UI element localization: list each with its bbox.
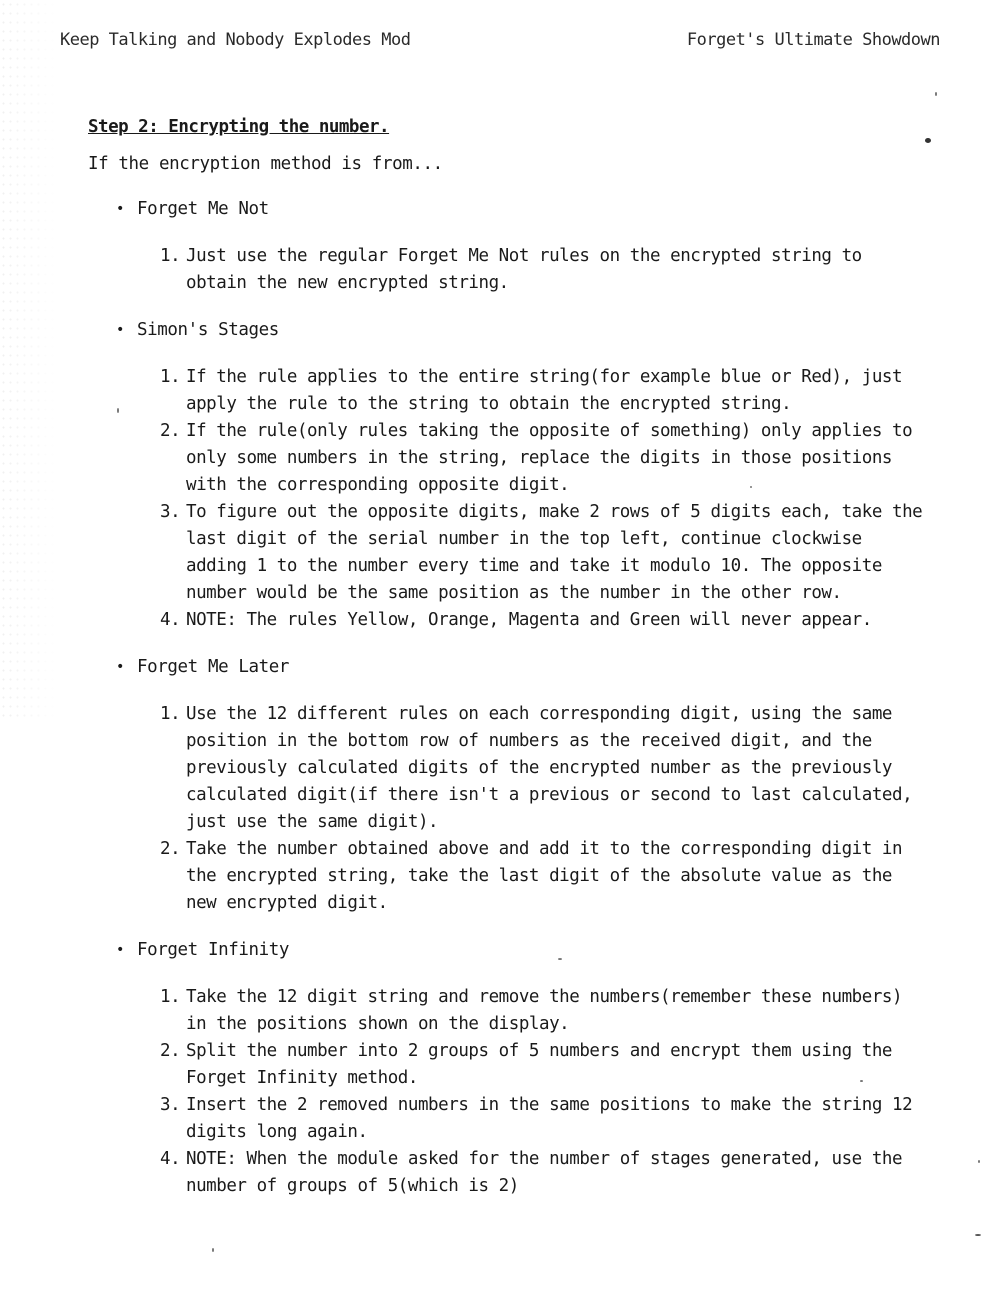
step-number: 4. (160, 1149, 181, 1169)
bullet-icon: • (116, 942, 125, 958)
step-text: Insert the 2 removed numbers in the same positions to make the string 12 digits long again. (186, 1095, 913, 1142)
step-text: Just use the regular Forget Me Not rules on the encrypted string to obtain the new encrypted string. (186, 246, 862, 293)
method-name: Forget Infinity (137, 940, 290, 960)
step-item (160, 701, 928, 836)
method-item-forget-me-later (88, 654, 928, 917)
step-number: 1. (160, 246, 181, 266)
step-text: To figure out the opposite digits, make 2 rows of 5 digits each, take the last digit of the serial number in the top left, continue clockwise adding 1 to the number every time and take it modulo 10. The opposite number would be the same position as the number in the other row. (186, 502, 923, 603)
method-item-simons-stages (88, 317, 928, 634)
step-item (160, 984, 928, 1038)
step-text: If the rule applies to the entire string(for example blue or Red), just apply the rule to the string to obtain the encrypted string. (186, 367, 903, 414)
paper-grain-texture (0, 0, 55, 720)
ink-speck (925, 138, 931, 143)
step-text: Use the 12 different rules on each corresponding digit, using the same position in the bottom row of numbers as the received digit, and the previously calculated digits of the encrypted number as the previously calculated digit(if there isn't a previous or second to last calculated, just use the same digit). (186, 704, 913, 832)
ink-speck (117, 408, 119, 413)
ink-speck (978, 1160, 980, 1163)
step-text: If the rule(only rules taking the opposite of something) only applies to only some numbers in the string, replace the digits in those positions with the corresponding opposite digit. (186, 421, 913, 495)
ink-speck (750, 486, 752, 488)
step-number: 2. (160, 1041, 181, 1061)
header-mod-title: Keep Talking and Nobody Explodes Mod (60, 30, 411, 50)
step-number: 1. (160, 704, 181, 724)
step-text: NOTE: The rules Yellow, Orange, Magenta and Green will never appear. (186, 610, 872, 630)
ink-speck (212, 1248, 214, 1252)
step-item (160, 364, 928, 418)
step-number: 1. (160, 987, 181, 1007)
step-item (160, 1146, 928, 1200)
step-number: 4. (160, 610, 181, 630)
intro-text: If the encryption method is from... (88, 154, 443, 174)
step-number: 3. (160, 502, 181, 522)
step-item (160, 1092, 928, 1146)
method-list (88, 196, 928, 1200)
step-list (137, 243, 928, 297)
step-number: 2. (160, 421, 181, 441)
ink-speck (975, 1234, 981, 1236)
step-number: 1. (160, 367, 181, 387)
step-text: Split the number into 2 groups of 5 numbers and encrypt them using the Forget Infinity method. (186, 1041, 893, 1088)
step-item (160, 836, 928, 917)
header-module-name: Forget's Ultimate Showdown (686, 30, 940, 50)
method-name: Forget Me Later (137, 657, 290, 677)
step-item (160, 499, 928, 607)
ink-speck (860, 1080, 863, 1082)
step-list (137, 984, 928, 1200)
step-item (160, 607, 928, 634)
step-text: Take the 12 digit string and remove the numbers(remember these numbers) in the positions shown on the display. (186, 987, 903, 1034)
manual-content (88, 114, 928, 1220)
step-number: 3. (160, 1095, 181, 1115)
bullet-icon: • (116, 201, 125, 217)
step-text: NOTE: When the module asked for the number of stages generated, use the number of groups of 5(which is 2) (186, 1149, 903, 1196)
step-title: Step 2: Encrypting the number. (88, 117, 390, 137)
method-item-forget-infinity (88, 937, 928, 1200)
method-item-forget-me-not (88, 196, 928, 297)
bullet-icon: • (116, 322, 125, 338)
step-list (137, 364, 928, 634)
step-item (160, 243, 928, 297)
step-list (137, 701, 928, 917)
step-text: Take the number obtained above and add it to the corresponding digit in the encrypted string, take the last digit of the absolute value as the new encrypted digit. (186, 839, 903, 913)
ink-speck (935, 92, 937, 96)
bullet-icon: • (116, 659, 125, 675)
step-item (160, 418, 928, 499)
step-number: 2. (160, 839, 181, 859)
method-name: Simon's Stages (137, 320, 279, 340)
step-item (160, 1038, 928, 1092)
ink-speck (558, 958, 562, 960)
method-name: Forget Me Not (137, 199, 269, 219)
